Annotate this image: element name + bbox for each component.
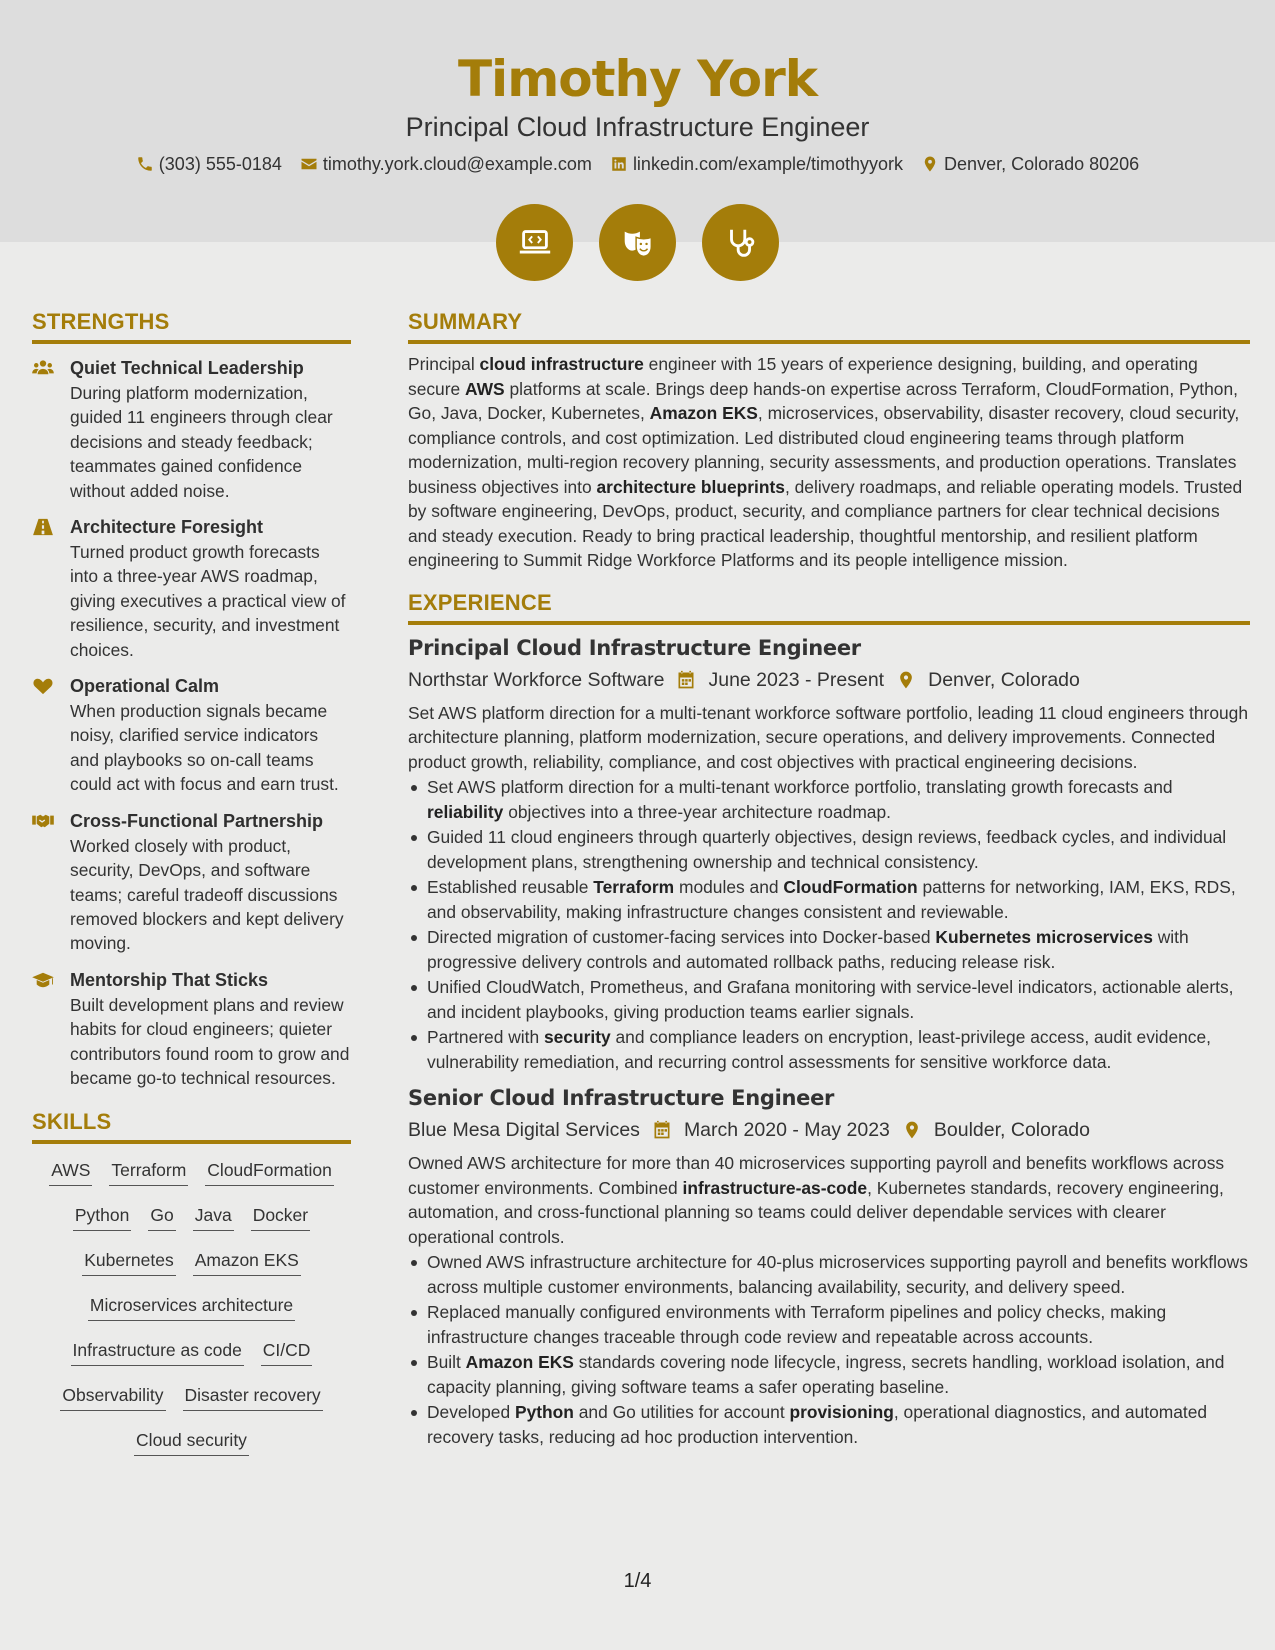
text-run: Set AWS platform direction for a multi-tenant workforce portfolio, translating growth forecasts and: [427, 777, 1173, 797]
skill-tag: Infrastructure as code: [71, 1338, 244, 1366]
bold-term: AWS: [465, 378, 505, 399]
experience-heading: EXPERIENCE: [408, 589, 1250, 625]
contact-linkedin[interactable]: [610, 152, 903, 176]
phone-icon: [136, 155, 154, 173]
job-company: Blue Mesa Digital Services: [408, 1119, 640, 1141]
bullet-item: [408, 825, 1250, 874]
strength-desc: When production signals became noisy, clarified service indicators and playbooks so on-call teams could act with focus and earn trust.: [70, 701, 339, 795]
strength-item: [32, 674, 351, 797]
users-icon: [32, 359, 54, 377]
bold-term: Amazon EKS: [649, 403, 758, 423]
map-pin-icon: [896, 670, 916, 690]
strength-desc: During platform modernization, guided 11 engineers through clear decisions and steady feedback; teammates gained confidence without added noise.: [70, 383, 333, 501]
text-run: standards covering node lifecycle, ingress, secrets handling, workload isolation, and capacity planning, giving software teams a safer operating baseline.: [427, 1352, 1225, 1397]
email-text: timothy.york.cloud@example.com: [322, 154, 592, 174]
bullet-item: [408, 1400, 1250, 1449]
text-run: , delivery roadmaps, and reliable operating models. Trusted by software engineering, DevOps, product, security, and compliance partners for clear technical decisions and steady execution. Ready to bring practical leadership, thoughtful mentorship, and resilient platform engineering to Summit Ridge Workforce Platforms and its people intelligence mission.: [408, 476, 1243, 570]
strength-desc: Built development plans and review habits for cloud engineers; quieter contributors found room to grow and became go-to technical resources.: [70, 994, 350, 1088]
strengths-list: [32, 356, 351, 1090]
job-bullets: [408, 1250, 1250, 1449]
bold-term: Terraform: [593, 877, 675, 897]
skill-tag: Observability: [60, 1383, 165, 1411]
bullet-item: [408, 875, 1250, 924]
right-column: [408, 308, 1250, 1450]
text-run: Developed: [427, 1402, 515, 1422]
badge-theater: [599, 204, 676, 281]
page-number: 1/4: [623, 1570, 652, 1592]
map-pin-icon: [921, 155, 939, 173]
skill-tag: Go: [148, 1203, 175, 1231]
skill-row: [32, 1203, 351, 1248]
skill-tag: Disaster recovery: [183, 1383, 323, 1411]
skill-row: [32, 1383, 351, 1428]
bold-term: Amazon EKS: [465, 1352, 574, 1372]
skill-tag: Java: [193, 1203, 234, 1231]
road-icon: [32, 518, 54, 536]
summary-text: [408, 352, 1250, 573]
calendar-icon: [652, 1120, 672, 1140]
skill-tag: Kubernetes: [82, 1248, 176, 1276]
skill-tag: AWS: [49, 1158, 92, 1186]
text-run: and compliance leaders on encryption, least-privilege access, audit evidence, vulnerability remediation, and recurring control assessments for sensitive workforce data.: [427, 1027, 1211, 1072]
badge-tech: [496, 204, 573, 281]
skills-list: [32, 1158, 351, 1473]
skill-tag: CloudFormation: [205, 1158, 334, 1186]
strength-item: [32, 968, 351, 1091]
strength-title: Quiet Technical Leadership: [70, 358, 304, 378]
bullet-item: [408, 1250, 1250, 1299]
text-run: with progressive delivery controls and automated rollback paths, reducing release risk.: [427, 927, 1189, 972]
strength-item: [32, 515, 351, 662]
left-column: [32, 308, 351, 1473]
strength-item: [32, 809, 351, 956]
job-meta: [408, 1115, 1250, 1145]
interest-badges: [0, 204, 1275, 281]
location-text: Denver, Colorado 80206: [944, 154, 1140, 174]
phone-text: (303) 555-0184: [158, 154, 282, 174]
text-run: Partnered with: [427, 1027, 544, 1047]
text-run: engineer with 15 years of experience designing, building, and operating secure: [408, 354, 1198, 399]
text-run: and Go utilities for account: [573, 1402, 790, 1422]
bold-term: Python: [514, 1402, 574, 1422]
text-run: Built: [427, 1352, 466, 1372]
job-desc: Set AWS platform direction for a multi-tenant workforce software portfolio, leading 11 cloud engineers through architecture planning, platform modernization, secure operations, and delivery improvements. Connected product growth, reliability, compliance, and cost objectives with practical engineering decisions.: [408, 702, 1249, 772]
linkedin-icon: [610, 155, 628, 173]
job-company: Northstar Workforce Software: [408, 668, 665, 691]
contact-bar: [0, 152, 1275, 176]
text-run: Owned AWS infrastructure architecture for 40-plus microservices supporting payroll and benefits workflows across multiple customer environments, balancing availability, security, and delivery speed.: [427, 1252, 1248, 1297]
job-desc: [408, 1151, 1250, 1249]
badge-health: [702, 204, 779, 281]
laptop-code-icon: [516, 224, 554, 262]
strength-desc: Worked closely with product, security, DevOps, and software teams; careful tradeoff discussions removed blockers and kept delivery moving.: [70, 835, 344, 954]
masks-theater-icon: [619, 224, 657, 262]
strength-title: Mentorship That Sticks: [70, 969, 269, 990]
bold-term: CloudFormation: [783, 877, 918, 897]
text-run: Established reusable: [427, 877, 594, 897]
contact-email[interactable]: [300, 152, 592, 176]
text-run: , microservices, observability, disaster recovery, cloud security, compliance controls, and cost optimization. Led distributed cloud engineering teams through platform modernization, multi-region recovery planning, security assessments, and production operations. Translates business objectives into: [408, 403, 1240, 497]
graduation-cap-icon: [32, 971, 54, 989]
job-entry: [408, 633, 1250, 1075]
text-run: Directed migration of customer-facing services into Docker-based: [427, 927, 936, 947]
map-pin-icon: [902, 1120, 922, 1140]
envelope-icon: [300, 155, 318, 173]
bold-term: provisioning: [789, 1402, 894, 1422]
job-title: Principal Cloud Infrastructure Engineer: [408, 635, 861, 660]
job-dates: March 2020 - May 2023: [683, 1119, 890, 1141]
text-run: , operational diagnostics, and automated recovery tasks, reducing ad hoc production intervention.: [427, 1402, 1208, 1447]
skill-tag: CI/CD: [261, 1338, 313, 1366]
skill-row: [32, 1248, 351, 1293]
bold-term: reliability: [427, 801, 504, 822]
skill-row: [32, 1428, 351, 1473]
skill-tag: Microservices architecture: [88, 1293, 295, 1321]
stethoscope-icon: [722, 224, 760, 262]
skill-tag: Amazon EKS: [193, 1248, 301, 1276]
job-title: Senior Cloud Infrastructure Engineer: [408, 1086, 835, 1110]
strength-title: Cross-Functional Partnership: [70, 810, 324, 831]
contact-phone[interactable]: [136, 152, 282, 176]
heart-icon: [32, 677, 54, 695]
skill-tag: Python: [73, 1203, 131, 1231]
bold-term: security: [543, 1027, 611, 1047]
bold-term: architecture blueprints: [596, 476, 785, 497]
text-run: platforms at scale. Brings deep hands-on expertise across Terraform, CloudFormation, Python, Go, Java, Docker, Kubernetes,: [408, 378, 1238, 423]
text-run: Guided 11 cloud engineers through quarterly objectives, design reviews, feedback cycles, and individual development plans, strengthening ownership and technical consistency.: [427, 827, 1227, 872]
contact-location: [921, 152, 1139, 176]
linkedin-text: linkedin.com/example/timothyyork: [632, 154, 904, 174]
job-dates: June 2023 - Present: [708, 668, 885, 691]
candidate-name: Timothy York: [457, 50, 818, 108]
skill-tag: Terraform: [109, 1158, 188, 1186]
text-run: patterns for networking, IAM, EKS, RDS, and observability, making infrastructure changes consistent and reviewable.: [427, 877, 1236, 922]
calendar-icon: [676, 670, 696, 690]
bold-term: cloud infrastructure: [479, 354, 644, 374]
bullet-item: [408, 1350, 1250, 1399]
bold-term: infrastructure-as-code: [682, 1177, 868, 1198]
text-run: objectives into a three-year architecture roadmap.: [503, 801, 891, 822]
job-entry: [408, 1083, 1250, 1449]
bullet-item: [408, 975, 1250, 1024]
job-bullets: [408, 775, 1250, 1074]
job-location: Boulder, Colorado: [933, 1119, 1090, 1141]
strength-desc: Turned product growth forecasts into a three-year AWS roadmap, giving executives a practical view of resilience, security, and investment choices.: [70, 542, 346, 660]
text-run: Principal: [408, 354, 480, 374]
strengths-heading: STRENGTHS: [32, 308, 351, 344]
text-run: Owned AWS architecture for more than 40 microservices supporting payroll and benefits workflows across customer environments. Combined: [408, 1153, 1225, 1198]
text-run: , Kubernetes standards, recovery engineering, automation, and cross-functional planning so teams could deliver dependable services with clearer operational controls.: [408, 1177, 1224, 1247]
summary-heading: SUMMARY: [408, 308, 1250, 344]
bullet-item: [408, 1025, 1250, 1074]
job-location: Denver, Colorado: [928, 668, 1080, 691]
text-run: modules and: [674, 877, 784, 897]
handshake-icon: [32, 812, 54, 830]
job-meta: [408, 665, 1250, 695]
skill-row: [32, 1338, 351, 1383]
skill-row: [32, 1293, 351, 1338]
bold-term: Kubernetes microservices: [935, 927, 1153, 947]
strength-title: Operational Calm: [70, 676, 220, 697]
text-run: Unified CloudWatch, Prometheus, and Grafana monitoring with service-level indicators, actionable alerts, and incident playbooks, giving production teams earlier signals.: [427, 977, 1234, 1022]
candidate-role: Principal Cloud Infrastructure Engineer: [405, 112, 870, 142]
skill-tag: Cloud security: [134, 1428, 249, 1456]
strength-item: [32, 356, 351, 503]
skills-heading: SKILLS: [32, 1108, 351, 1144]
text-run: Replaced manually configured environments with Terraform pipelines and policy checks, making infrastructure changes traceable through code review and repeatable across accounts.: [427, 1302, 1167, 1347]
bullet-item: [408, 925, 1250, 974]
skill-tag: Docker: [251, 1203, 310, 1231]
bullet-item: [408, 1300, 1250, 1349]
bullet-item: [408, 775, 1250, 824]
strength-title: Architecture Foresight: [70, 517, 264, 538]
skill-row: [32, 1158, 351, 1203]
